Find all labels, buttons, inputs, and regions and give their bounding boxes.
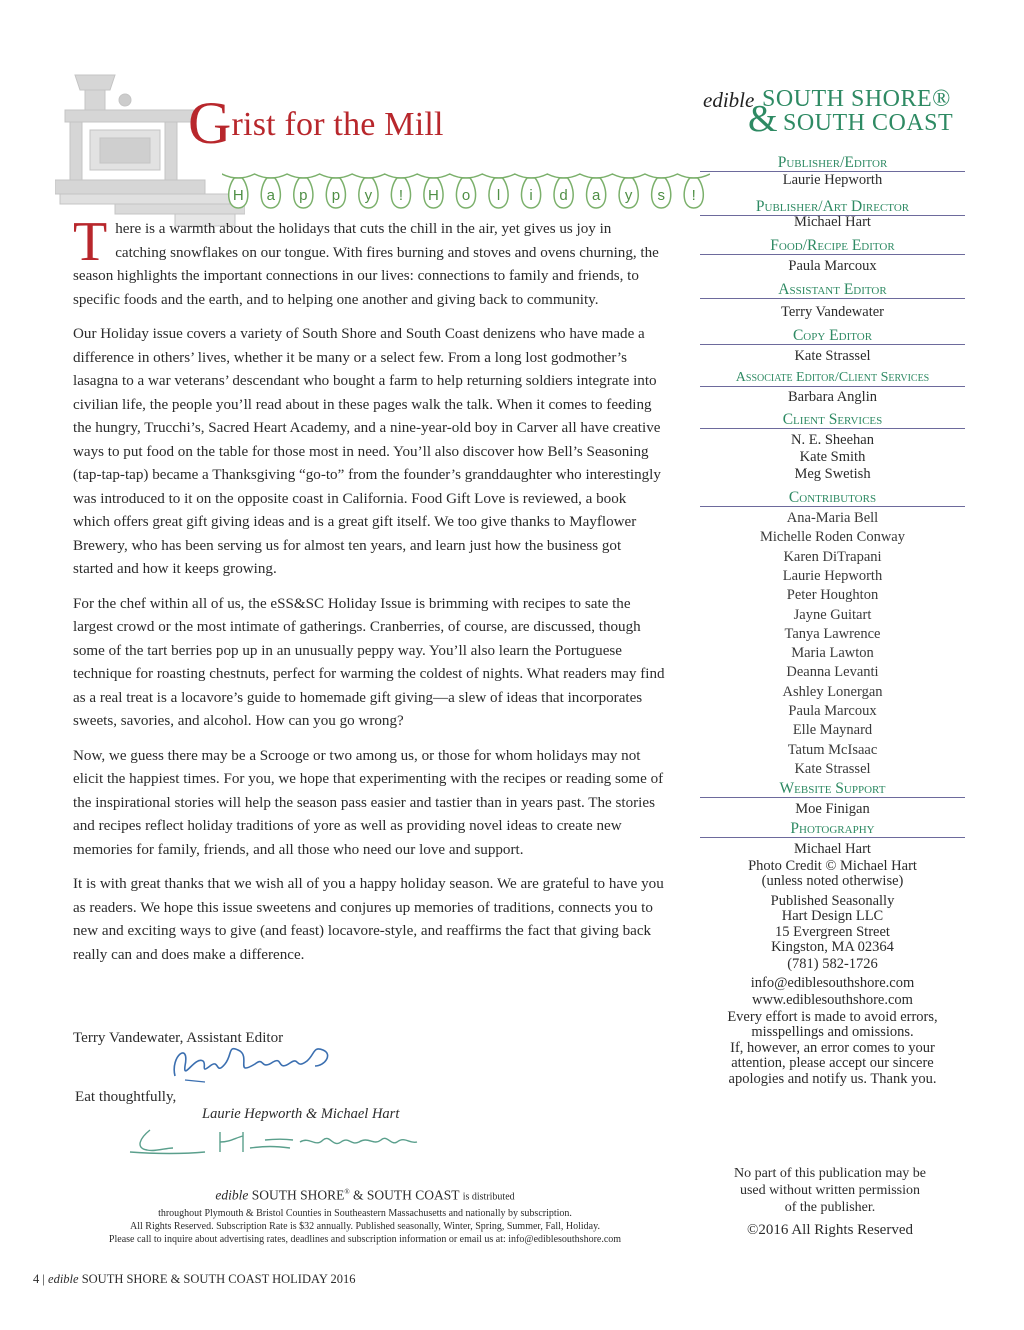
client-services-2: Kate Smith (799, 449, 866, 465)
light-bulb (391, 178, 410, 208)
light-bulb (521, 178, 540, 208)
website-support-name: Moe Finigan (795, 801, 870, 817)
article-paragraph-2: Our Holiday issue covers a variety of South Shore and South Coast denizens who have made a difference in others’ lives, whether it be many or a select few. From a long lost godmother’s lasagna to a war veterans’ descendant who bought a farm to help returning soldiers integrate into civilian life, the people you’ll read about in these pages walk the talk. When it comes to feeding the hungry, Trucchi’s, Sacred Heart Academy, and a nine-year-old boy in Carver all have creative ways to put food on the table for those most in need. You’ll also discover how Bell’s Seasoning (tap-tap-tap) became a Thanksgiving “go-to” from the founder’s granddaughter who interestingly was introduced to it on the opposite coast in California. Food Gift Love is reviewed, a book which offers great gift giving ideas and is a great gift itself. We too give thanks to Mayflower Brewery, who has been serving us for almost ten years, and learn just how the business got started and how it keeps growing. (73, 326, 661, 577)
logo-ampersand: & (748, 98, 778, 140)
heading-photography: Photography (700, 821, 965, 838)
light-letter: H (232, 187, 244, 204)
light-letter: s (657, 187, 665, 204)
signature-caption: Laurie Hepworth & Michael Hart (202, 1106, 400, 1122)
contributor-name: Michelle Roden Conway (760, 529, 905, 546)
effort-line-2: misspellings and omissions. (751, 1024, 914, 1040)
heading-assistant-editor: Assistant Editor (700, 282, 965, 299)
published-seasonally: Published Seasonally (770, 893, 895, 909)
light-letter: a (591, 187, 601, 204)
closing-line: Eat thoughtfully, (75, 1089, 177, 1105)
assistant-editor-name: Terry Vandewater (781, 304, 884, 320)
company-phone: (781) 582-1726 (787, 956, 878, 972)
article-paragraph-5: It is with great thanks that we wish all of you a happy holiday season. We are grateful to have you as readers. We hope this issue sweetens and conjures up memories of traditions, connects you to new and exciting ways to give (and feast) locavore-style, and reaffirms the fact that giving back really can and does make a difference. (73, 876, 664, 963)
title-rest: rist for the Mill (231, 106, 444, 143)
heading-publisher-editor: Publisher/Editor (700, 155, 965, 172)
client-services-1: N. E. Sheehan (791, 432, 874, 448)
photography-name: Michael Hart (794, 841, 871, 857)
notice-line-2: used without written permission (739, 1183, 921, 1198)
heading-food-editor: Food/Recipe Editor (700, 238, 965, 255)
light-bulb (489, 178, 508, 208)
contributor-name: Laurie Hepworth (782, 567, 883, 584)
reproduction-notice (700, 1165, 960, 1216)
light-letter: y (364, 187, 373, 204)
client-services-3: Meg Swetish (794, 466, 871, 482)
light-bulb (456, 178, 475, 208)
light-bulb (229, 178, 248, 208)
holiday-lights-banner (222, 168, 710, 218)
distribution-line-2: throughout Plymouth & Bristol Counties in Southeastern Massachusetts and nationally by subscription. (158, 1207, 572, 1219)
editorial-article (73, 211, 665, 978)
contributor-name: Deanna Levanti (786, 664, 879, 681)
food-editor-name: Paula Marcoux (788, 258, 877, 274)
light-bulb (261, 178, 280, 208)
light-bulb (359, 178, 378, 208)
company-name: Hart Design LLC (781, 908, 884, 924)
notice-line-1: No part of this publication may be (733, 1166, 927, 1181)
company-city: Kingston, MA 02364 (771, 939, 894, 955)
heading-client-services: Client Services (700, 412, 965, 429)
company-email: info@ediblesouthshore.com (750, 975, 915, 991)
signoff-terry: Terry Vandewater, Assistant Editor (73, 1030, 284, 1046)
contributor-name: Maria Lawton (791, 645, 874, 662)
contributor-name: Paula Marcoux (788, 703, 877, 719)
effort-line-3: If, however, an error comes to your (730, 1040, 935, 1056)
light-bulb (294, 178, 313, 208)
associate-editor-name: Barbara Anglin (788, 389, 877, 405)
light-letter: ! (398, 187, 404, 204)
contributor-name: Ana-Maria Bell (786, 510, 879, 526)
distribution-line-4: Please call to inquire about advertising rates, deadlines and subscription information or email us at: info@ediblesouthshore.com (108, 1233, 622, 1245)
light-letter: p (299, 187, 308, 204)
light-bulb (554, 178, 573, 208)
distribution-line-1: edible SOUTH SHORE® & SOUTH COAST is distributed (215, 1187, 515, 1203)
contributor-name: Tanya Lawrence (784, 625, 881, 642)
light-bulb (587, 178, 606, 208)
terry-signature (165, 1036, 340, 1086)
effort-line-1: Every effort is made to avoid errors, (727, 1009, 938, 1025)
drop-cap: T (73, 211, 108, 273)
photo-note: (unless noted otherwise) (761, 873, 904, 889)
heading-copy-editor: Copy Editor (700, 328, 965, 345)
contributor-name: Kate Strassel (794, 760, 871, 777)
heading-website-support: Website Support (700, 781, 965, 798)
copy-editor-name: Kate Strassel (794, 348, 871, 364)
effort-line-4: attention, please accept our sincere (731, 1055, 934, 1071)
light-letter: H (428, 187, 439, 204)
light-letter: l (496, 187, 501, 204)
notice-line-3: of the publisher. (784, 1200, 876, 1215)
page-number: 4 (33, 1272, 40, 1286)
contributor-name: Jayne Guitart (793, 606, 872, 623)
light-letter: p (331, 187, 341, 204)
effort-line-5: apologies and notify us. Thank you. (728, 1071, 937, 1087)
light-letter: ! (691, 187, 696, 204)
company-website: www.ediblesouthshore.com (752, 992, 913, 1008)
heading-art-director: Publisher/Art Director (700, 199, 965, 216)
copyright: ©2016 All Rights Reserved (747, 1222, 913, 1238)
light-letter: i (529, 187, 533, 204)
article-paragraph-1: There is a warmth about the holidays that cuts the chill in the air, yet gives us joy in catching snowflakes on our tongue. With fires burning and stoves and ovens churning, the season highlights the important connections in our lives: connections to family and friends, to specific foods and the earth, and to helping one another and giving back to community. (73, 211, 659, 308)
article-paragraph-3: For the chef within all of us, the eSS&SC Holiday Issue is brimming with recipes to sate the largest crowd or the most intimate of gatherings. Cranberries, of course, are discussed, though some of the tart berries pop up in an unusually peppy way. You’ll also learn the Portuguese technique for roasting chestnuts, perfect for warming the coldest of nights. What readers may find as a real treat is a locavore’s guide to homemade gift giving—a slew of ideas that incorporates sweets, savories, and alcohol. How can you go wrong? (73, 595, 665, 729)
light-bulb (424, 178, 443, 208)
logo-south-coast: SOUTH COAST (783, 110, 954, 136)
contributor-name: Peter Houghton (786, 587, 879, 604)
light-bulb (652, 178, 671, 208)
heading-contributors: Contributors (700, 490, 965, 507)
laurie-michael-signature (125, 1118, 425, 1158)
company-street: 15 Evergreen Street (775, 924, 890, 940)
contributor-name: Ashley Lonergan (782, 683, 883, 700)
light-letter: o (461, 187, 471, 204)
light-bulb (326, 178, 345, 208)
light-letter: a (266, 187, 275, 204)
publisher-editor-name: Laurie Hepworth (782, 172, 883, 188)
light-letter: d (559, 187, 568, 204)
art-director-name: Michael Hart (794, 214, 871, 230)
logo-south-shore: SOUTH SHORE® (762, 86, 951, 112)
page-title (188, 90, 444, 156)
logo-edible: edible (703, 88, 755, 112)
contributor-name: Tatum McIsaac (787, 741, 878, 758)
heading-associate-editor: Associate Editor/Client Services (700, 370, 965, 387)
photo-credit: Photo Credit © Michael Hart (748, 858, 917, 874)
page-footer: 4 | edible SOUTH SHORE & SOUTH COAST HOLIDAY 2016 (33, 1272, 356, 1286)
distribution-notice (60, 1183, 670, 1246)
light-letter: y (624, 187, 633, 204)
distribution-line-3: All Rights Reserved. Subscription Rate is $32 annually. Published seasonally, Winter, Spring, Summer, Fall, Holiday. (130, 1220, 600, 1232)
contributor-name: Elle Maynard (792, 722, 873, 739)
contributor-name: Karen DiTrapani (783, 548, 882, 565)
article-paragraph-4: Now, we guess there may be a Scrooge or two among us, or those for whom holidays may not elicit the happiest times. For you, we hope that experimenting with the recipes or reading some of the inspirational stories will help the season pass easier and tastier than in years past. The stories and recipes reflect holiday traditions of yore as well as providing novel ideas to create new memories for family, friends, and all those who need our love and support. (73, 747, 664, 858)
light-bulb (619, 178, 638, 208)
title-cap: G (188, 90, 232, 156)
